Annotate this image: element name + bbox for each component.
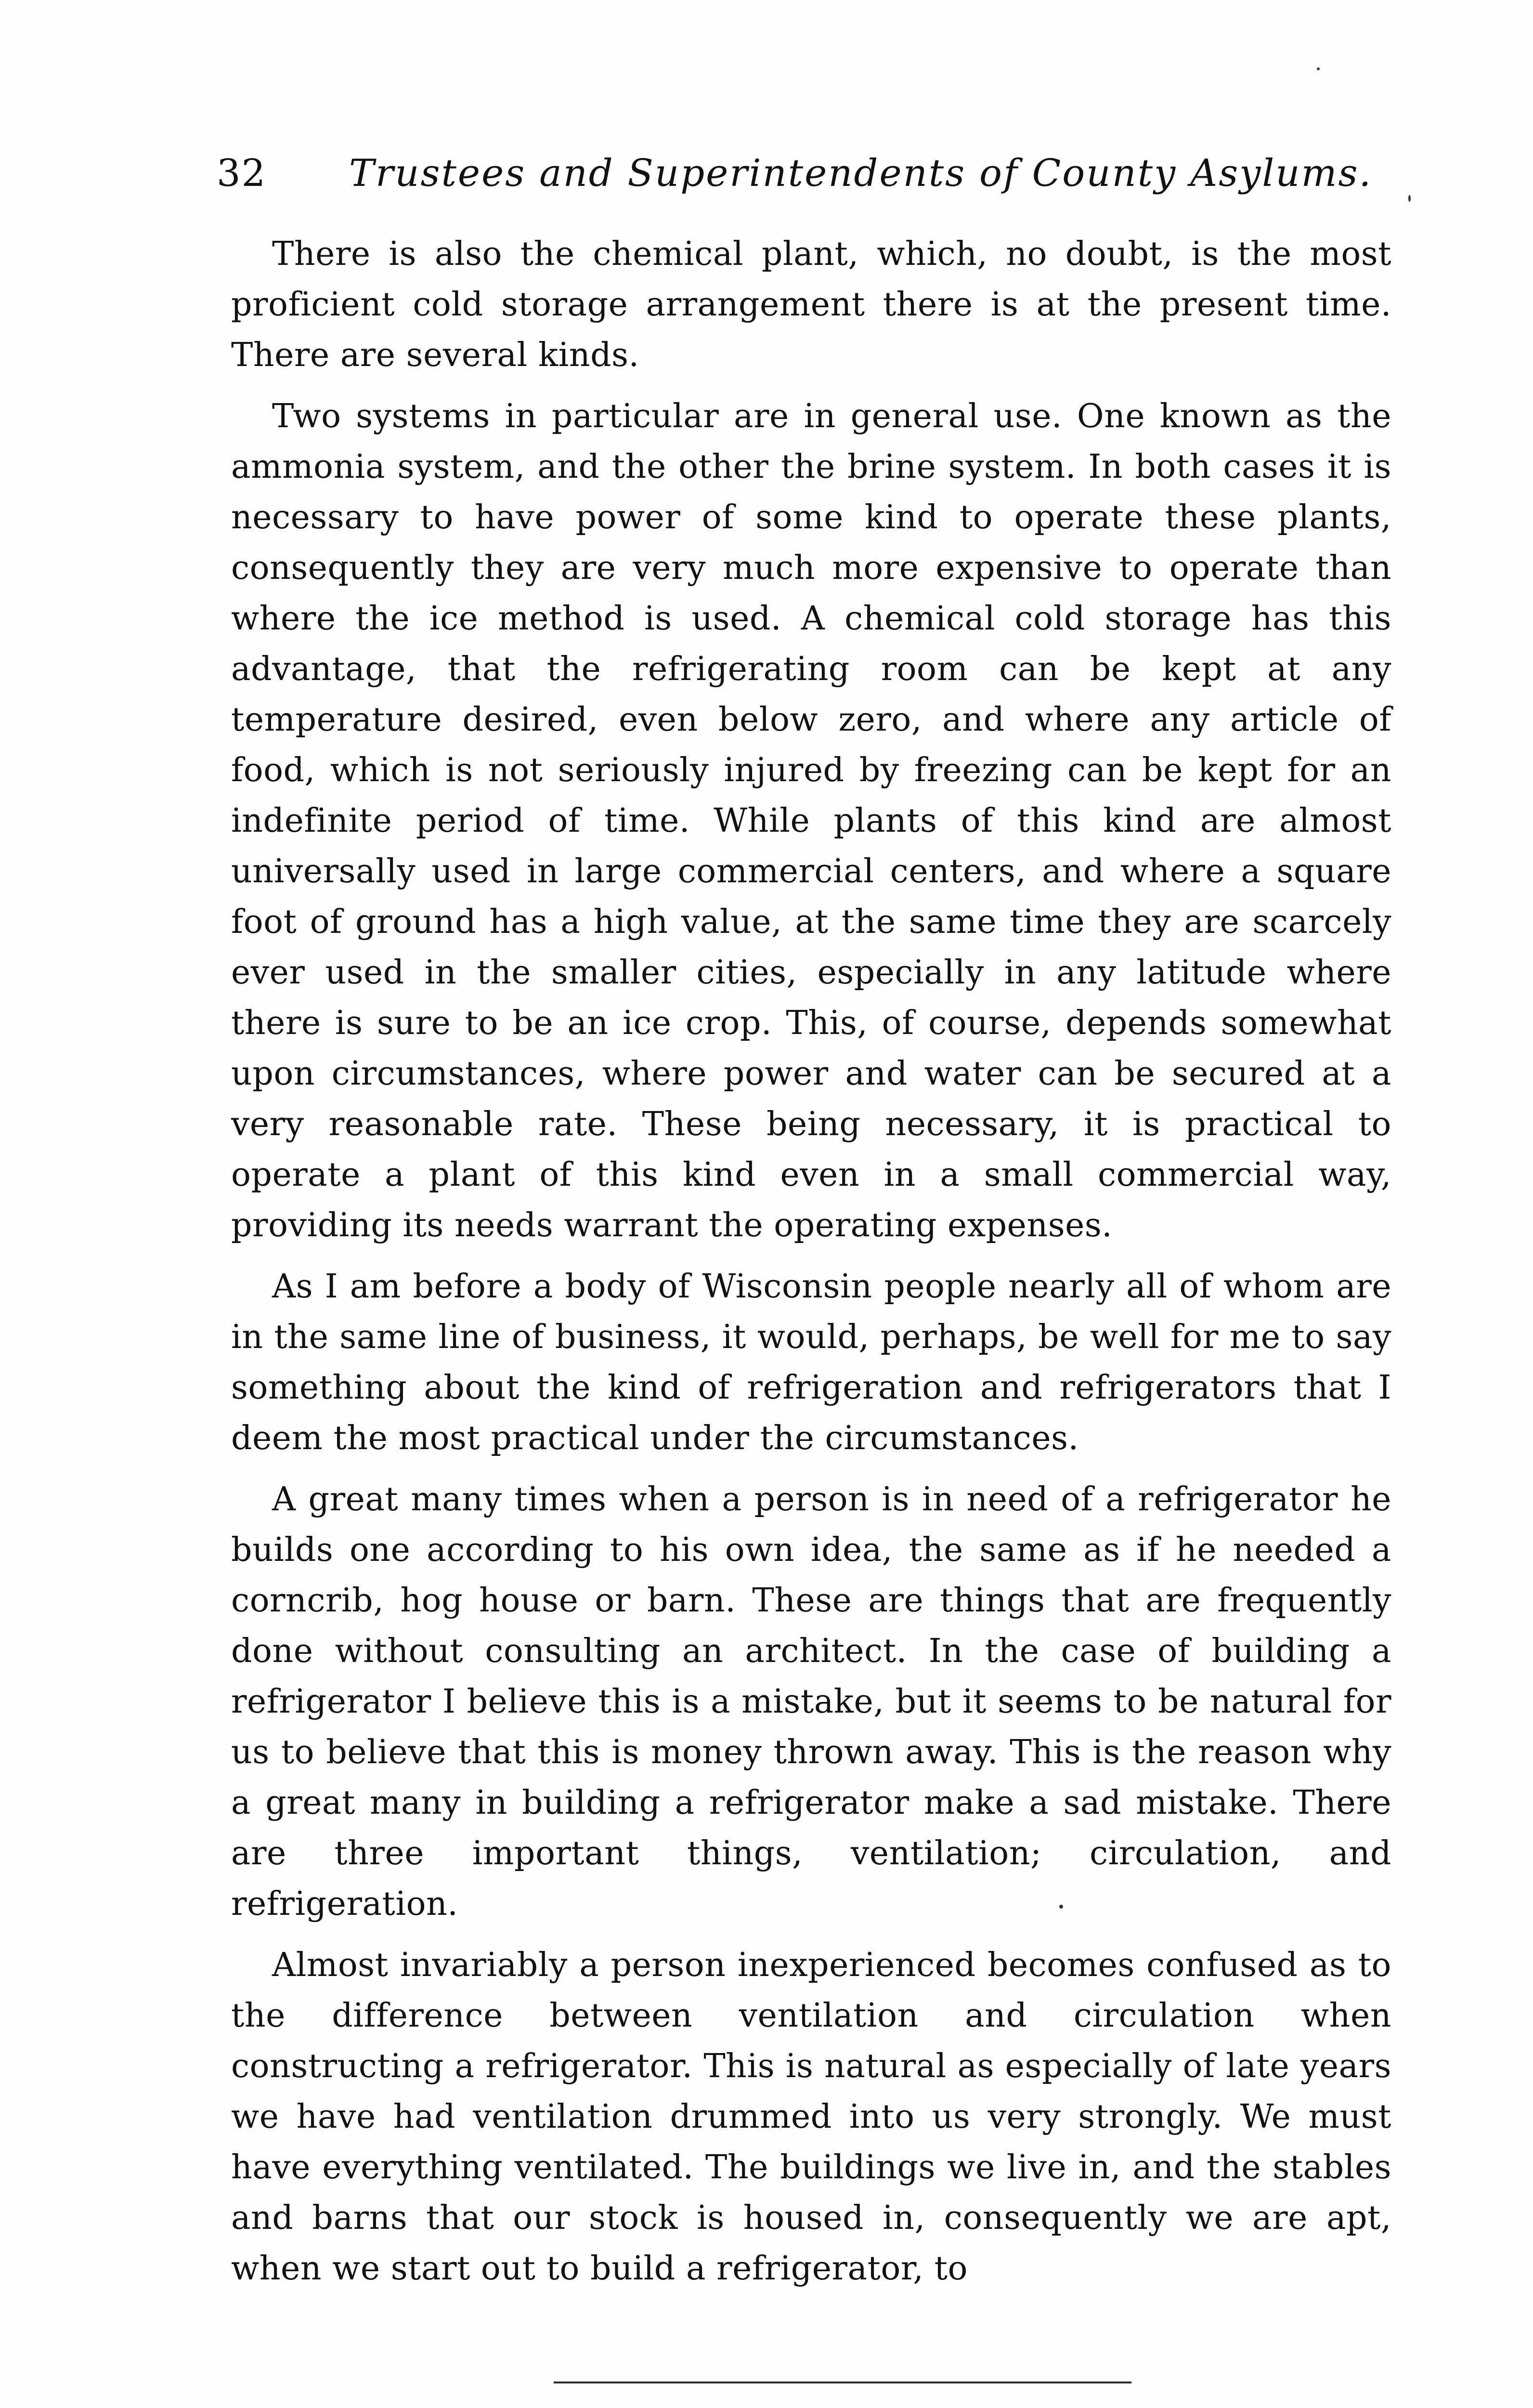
running-head: Trustees and Superintendents of County Asylums. <box>349 152 1373 195</box>
paragraph-1: There is also the chemical plant, which, no doubt, is the most proficient cold storage arrangement there is at the present time. There are several kinds. <box>231 235 1391 374</box>
scan-speck <box>1059 1905 1063 1909</box>
paragraph-3: As I am before a body of Wisconsin people nearly all of whom are in the same line of business, it would, perhaps, be well for me to say something about the kind of refrigeration and refrigerators that I deem the most practical under the circumstances. <box>231 1268 1391 1457</box>
scan-speck <box>1408 195 1411 202</box>
paragraph-4: A great many times when a person is in need of a refrigerator he builds one according to his own idea, the same as if he needed a corncrib, hog house or barn. These are things that are frequently done without consulting an architect. In the case of building a refrigerator I believe this is a mistake, but it seems to be natural for us to believe that this is money thrown away. This is the reason why a great many in building a refrigerator make a sad mistake. There are three important things, ventilation; circulation, and refrigeration. <box>231 1480 1391 1923</box>
page-number: 32 <box>217 152 267 195</box>
scan-speck <box>1317 67 1320 70</box>
paragraph-5: Almost invariably a person inexperienced becomes confused as to the difference between ventilation and circulation when constructing a refrigerator. This is natural as especially of late years we have had ventilation drummed into us very strongly. We must have everything ventilated. The buildings we live in, and the stables and barns that our stock is housed in, consequently we are apt, when we start out to build a refrigerator, to <box>231 1946 1391 2288</box>
page-header <box>217 147 1382 200</box>
body-text <box>231 229 1391 2304</box>
paragraph-2: Two systems in particular are in general use. One known as the ammonia system, and the other the brine system. In both cases it is necessary to have power of some kind to operate these plants, consequently they are very much more expensive to operate than where the ice method is used. A chemical cold storage has this advantage, that the refrigerating room can be kept at any temperature desired, even below zero, and where any article of food, which is not seriously injured by freezing can be kept for an indefinite period of time. While plants of this kind are almost universally used in large commercial centers, and where a square foot of ground has a high value, at the same time they are scarcely ever used in the smaller cities, especially in any latitude where there is sure to be an ice crop. This, of course, depends somewhat upon circumstances, where power and water can be secured at a very reasonable rate. These being necessary, it is practical to operate a plant of this kind even in a small commercial way, providing its needs warrant the operating expenses. <box>231 397 1391 1244</box>
bottom-rule <box>554 2382 1131 2383</box>
